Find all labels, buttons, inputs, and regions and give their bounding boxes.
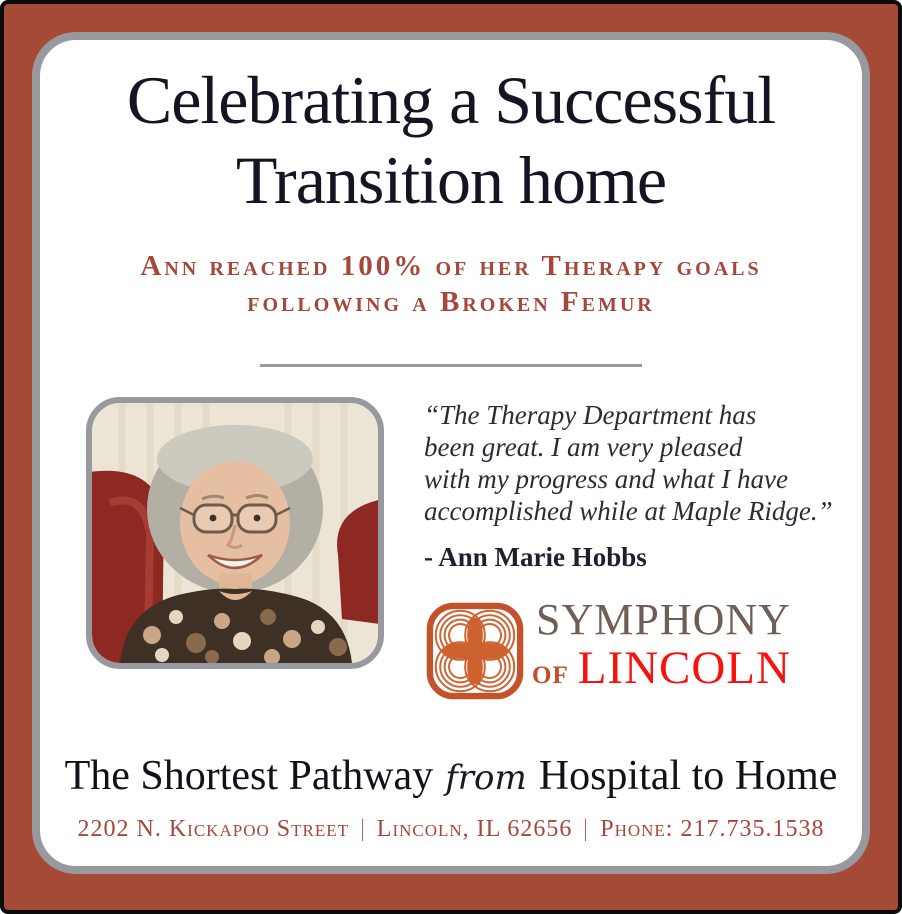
quote-line-2: been great. I am very pleased	[424, 432, 743, 462]
subtitle-line-2: following a Broken Femur	[247, 286, 655, 318]
portrait-illustration	[92, 403, 378, 663]
tagline	[40, 752, 862, 800]
tagline-part-2: Hospital to Home	[538, 753, 838, 799]
symphony-rosette-icon	[424, 599, 526, 703]
footer-contact	[40, 816, 862, 843]
logo-wordmark	[532, 597, 791, 704]
logo-line-2	[532, 642, 791, 694]
testimonial-quote	[424, 399, 860, 527]
section-divider	[260, 364, 642, 367]
contact-city: Lincoln, IL 62656	[376, 816, 573, 842]
contact-separator: |	[360, 816, 365, 842]
logo-location: LINCOLN	[577, 642, 791, 694]
title-line-2: Transition home	[235, 142, 667, 218]
contact-address: 2202 N. Kickapoo Street	[77, 816, 349, 842]
quote-line-1: “The Therapy Department has	[424, 400, 757, 430]
subtitle-line-1: Ann reached 100% of her Therapy goals	[140, 250, 762, 282]
patient-photo	[86, 397, 384, 669]
quote-line-4: accomplished while at Maple Ridge.”	[424, 496, 833, 526]
symphony-logo	[424, 597, 860, 704]
testimonial-column	[424, 397, 860, 704]
main-content-row	[40, 397, 862, 704]
logo-of: OF	[532, 662, 569, 689]
quote-attribution: - Ann Marie Hobbs	[424, 542, 647, 572]
tagline-part-1: The Shortest Pathway	[64, 753, 434, 799]
subtitle	[40, 248, 862, 320]
tagline-script-word: from	[445, 758, 527, 798]
title-line-1: Celebrating a Successful	[126, 62, 776, 138]
contact-separator: |	[584, 816, 589, 842]
contact-phone: Phone: 217.735.1538	[600, 816, 825, 842]
flyer-card	[32, 32, 870, 874]
logo-name: SYMPHONY	[536, 595, 791, 644]
quote-line-3: with my progress and what I have	[424, 464, 788, 494]
page-title	[40, 60, 862, 220]
